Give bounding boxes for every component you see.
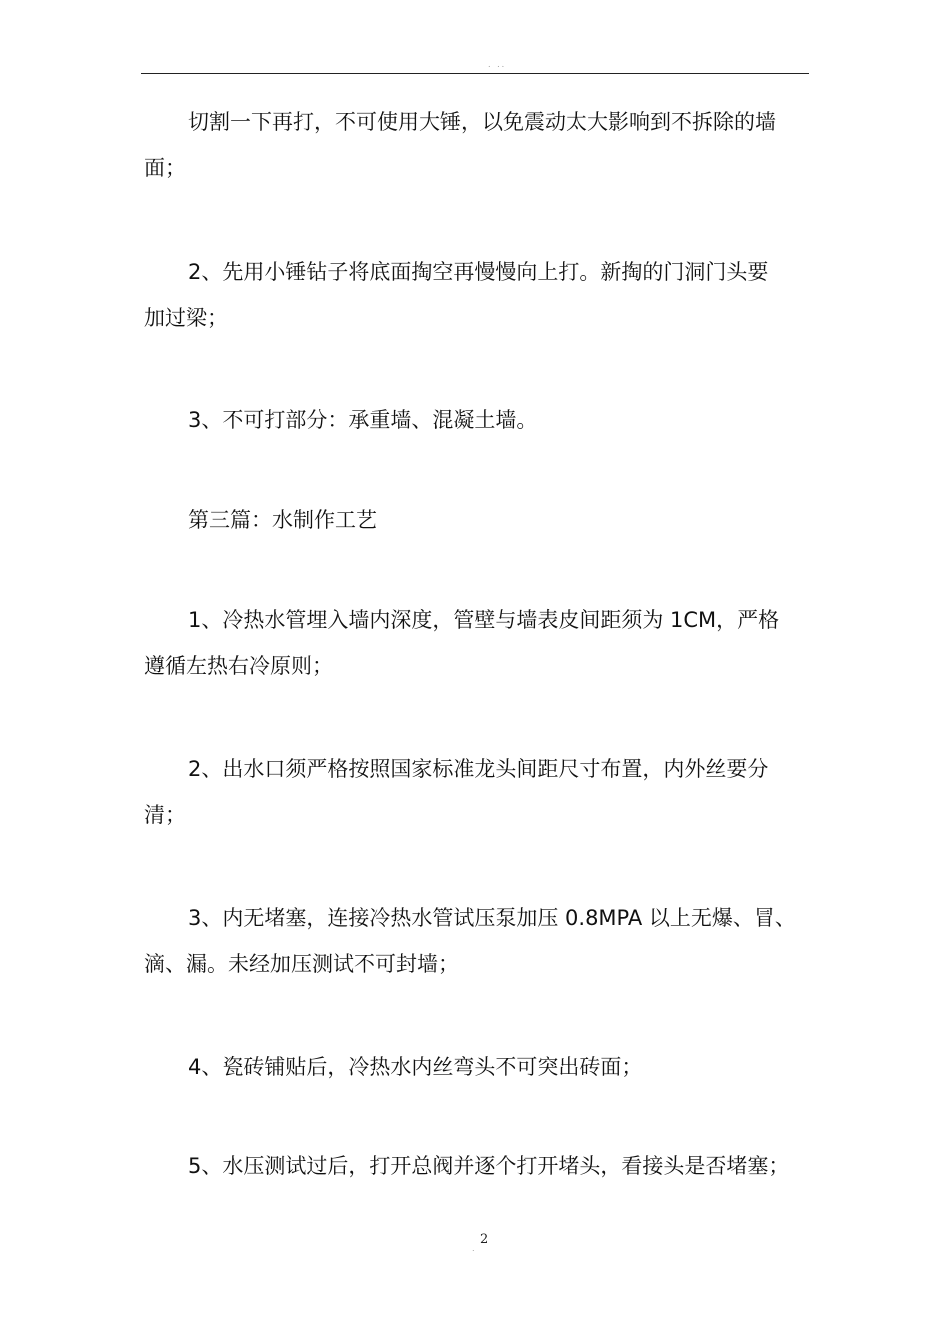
paragraph: [144, 597, 816, 689]
paragraph: [144, 1143, 816, 1189]
page-number: 2: [480, 1232, 489, 1247]
paragraph-line: 2、先用小锤钻子将底面掏空再慢慢向上打。新掏的门洞门头要: [188, 260, 769, 284]
paragraph-line: 加过梁；: [144, 306, 228, 330]
paragraph-line: 3、内无堵塞，连接冷热水管试压泵加压 0.8MPA 以上无爆、冒、: [188, 906, 796, 930]
paragraph-line: 4、瓷砖铺贴后，冷热水内丝弯头不可突出砖面；: [188, 1055, 643, 1079]
paragraph-line: 3、不可打部分：承重墙、混凝土墙。: [188, 408, 538, 432]
paragraph-line: 遵循左热右冷原则；: [144, 654, 333, 678]
paragraph: [144, 746, 816, 838]
paragraph-line: 1、冷热水管埋入墙内深度，管壁与墙表皮间距须为 1CM，严格: [188, 608, 780, 632]
paragraph: [144, 99, 816, 191]
paragraph-line: 5、水压测试过后，打开总阀并逐个打开堵头，看接头是否堵塞；: [188, 1154, 790, 1178]
paragraph: [144, 397, 816, 443]
paragraph: [144, 895, 816, 987]
page-number-dot: .: [472, 1244, 475, 1253]
header-mark: . ..: [488, 60, 507, 69]
section-heading-line: 第三篇：水制作工艺: [188, 508, 377, 532]
paragraph: [144, 249, 816, 341]
paragraph: [144, 1044, 816, 1090]
paragraph-line: 面；: [144, 156, 186, 180]
paragraph-line: 2、出水口须严格按照国家标准龙头间距尺寸布置，内外丝要分: [188, 757, 769, 781]
paragraph-line: 滴、漏。未经加压测试不可封墙；: [144, 952, 459, 976]
paragraph-line: 切割一下再打，不可使用大锤，以免震动太大影响到不拆除的墙: [188, 110, 776, 134]
paragraph-line: 清；: [144, 803, 186, 827]
header-rule: [141, 73, 809, 74]
section-heading: [144, 497, 816, 543]
